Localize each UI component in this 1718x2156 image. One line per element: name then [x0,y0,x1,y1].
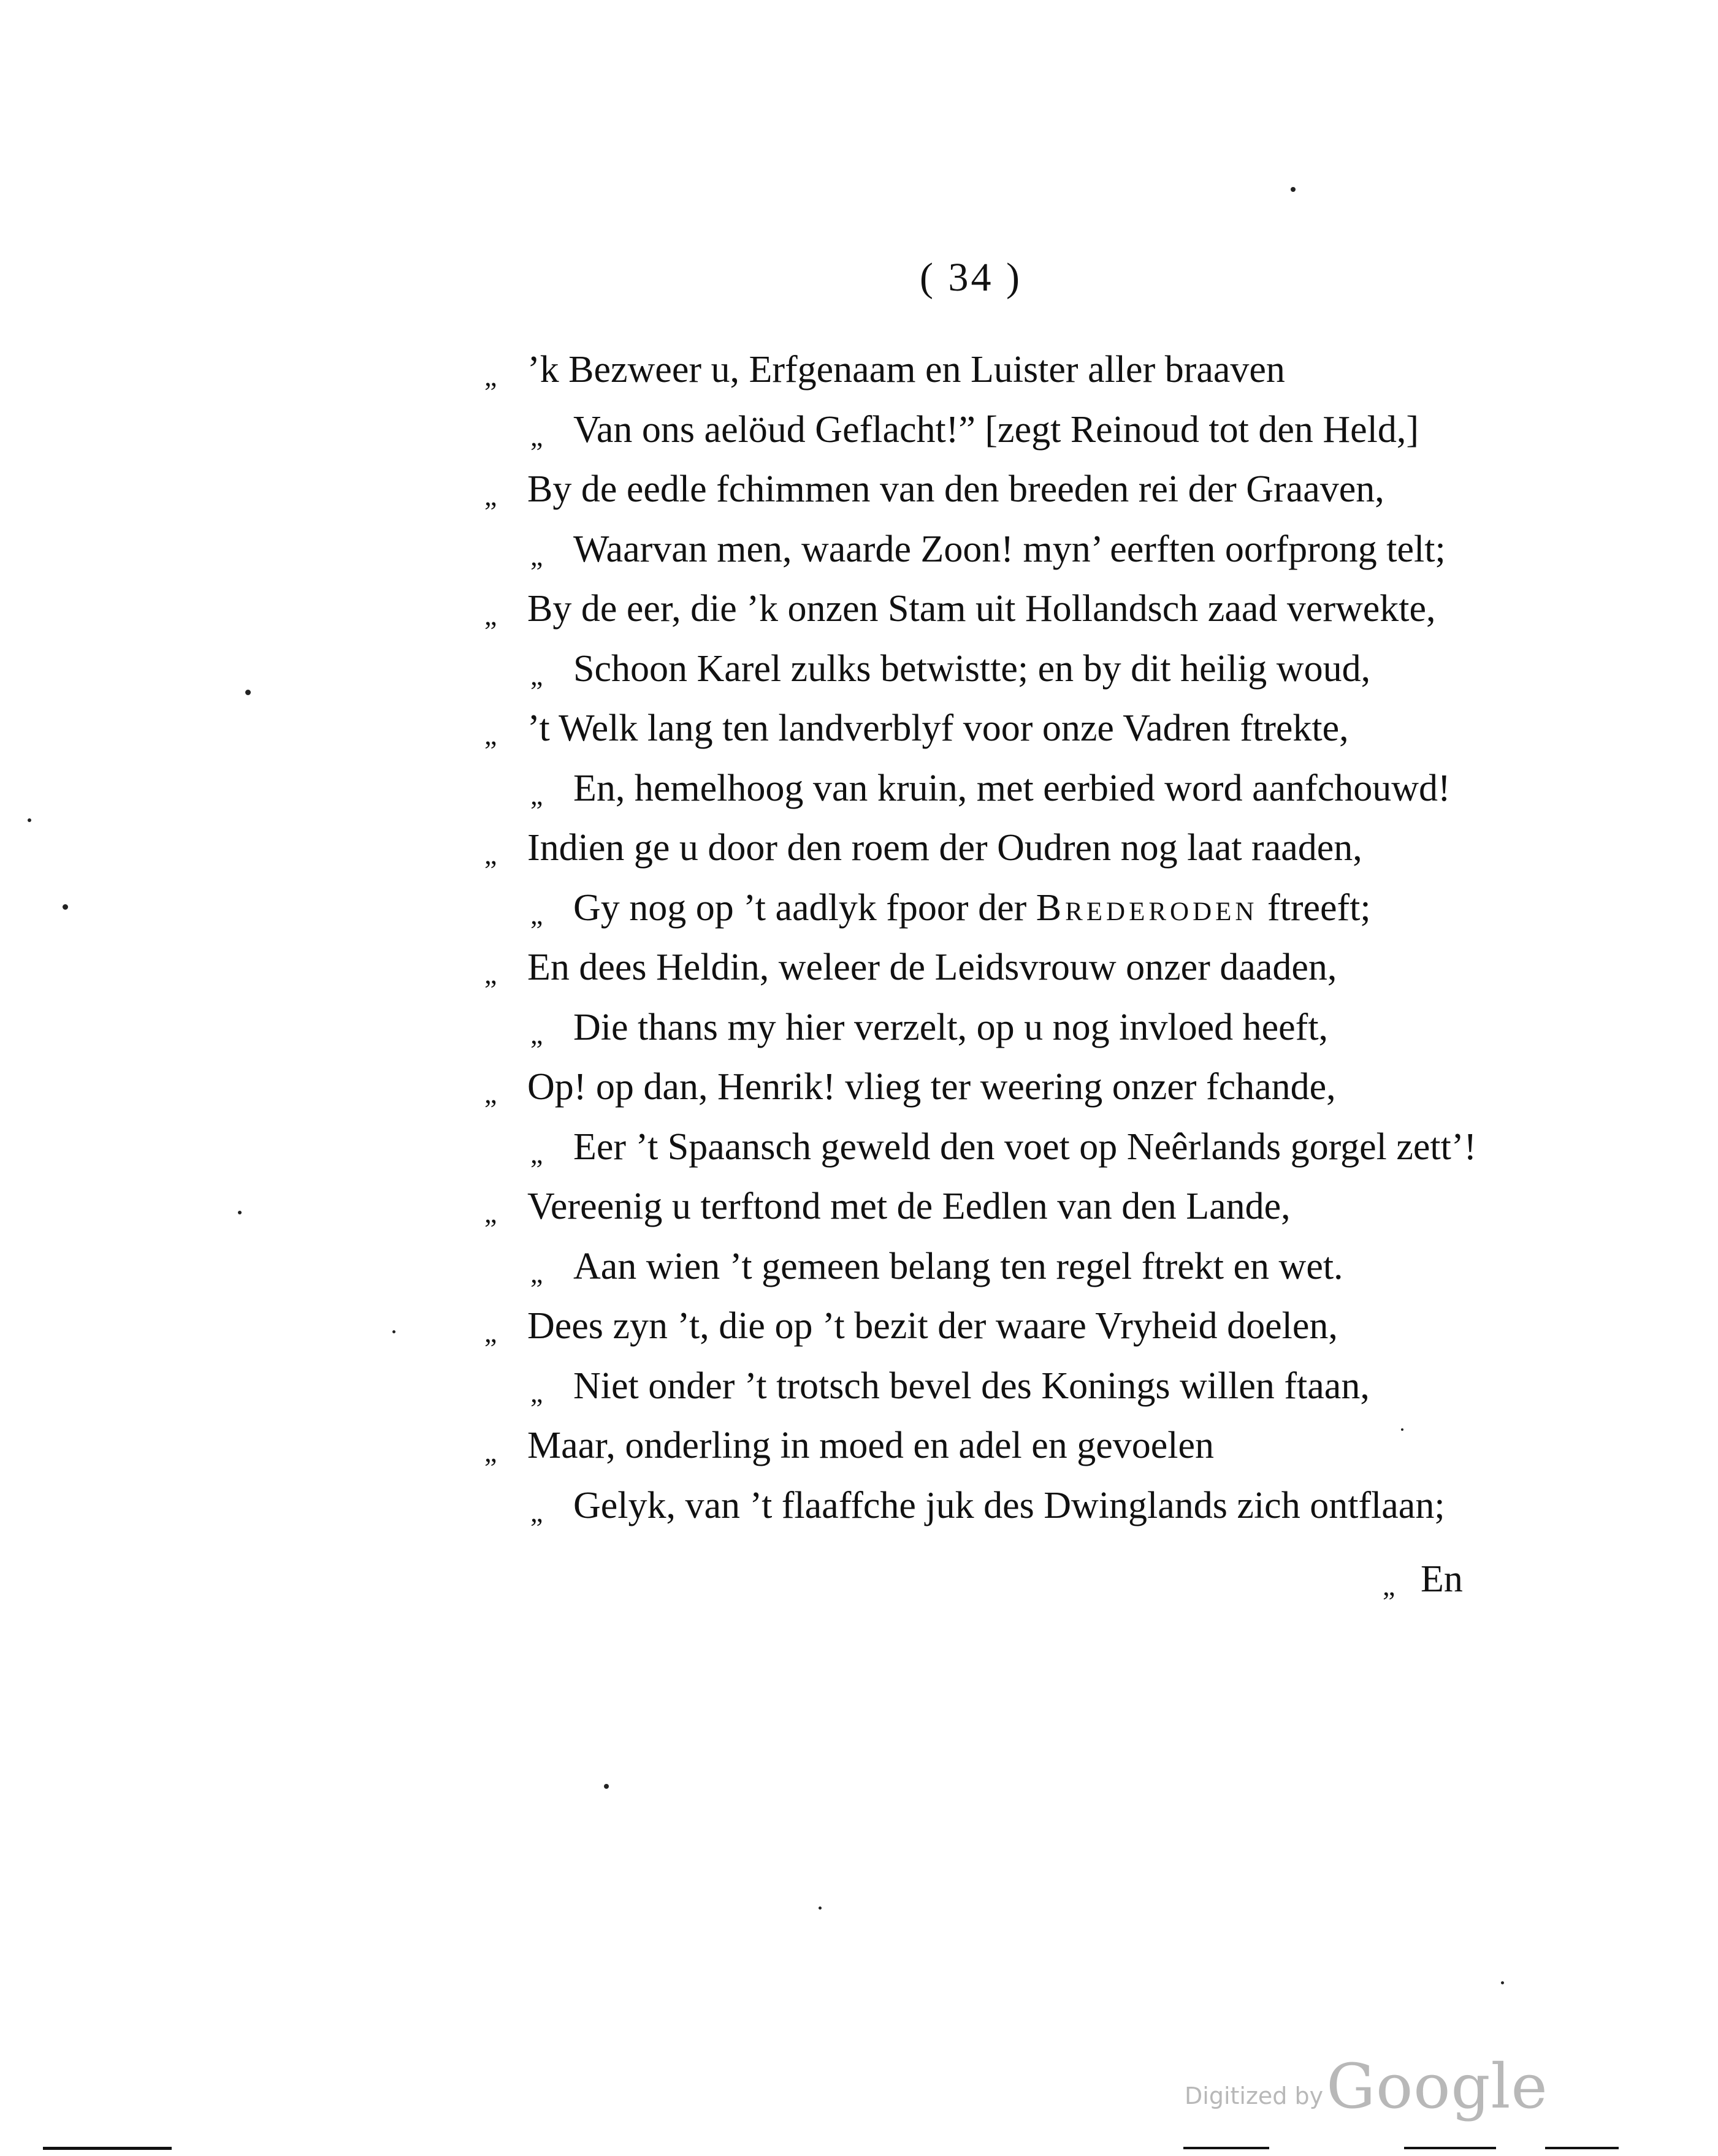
scan-speck [819,1906,822,1910]
verse-line [484,1177,1514,1237]
verse-line [484,400,1514,460]
quote-mark: „ [484,1436,497,1468]
verse-line [484,1237,1514,1297]
verse-text: Vereenig u terftond met de Eedlen van den Lande, [527,1186,1291,1227]
verse-text: Van ons aelöud Geflacht!” [zegt Reinoud tot den Held,] [573,408,1419,451]
quote-mark: „ [484,1317,497,1348]
quote-mark: „ [530,898,543,930]
quote-mark: „ [484,600,497,631]
verse-text: Gelyk, van ’t flaaffche juk des Dwinglands zich ontflaan; [573,1484,1445,1526]
quote-mark: „ [484,360,497,392]
verse-line [484,818,1514,878]
quote-mark: „ [530,1376,543,1408]
verse-line [484,938,1514,998]
quote-mark: „ [530,420,543,452]
quote-mark: „ [530,779,543,810]
quote-mark: „ [484,1197,497,1228]
verse-text: Gy nog op ’t aadlyk fpoor der [573,886,1036,929]
verse-line [484,759,1514,819]
quote-mark: „ [484,719,497,750]
verse-line [484,1357,1514,1417]
scan-edge-mark [1183,2147,1269,2149]
verse-line [484,1416,1514,1476]
quote-mark: „ [530,1137,543,1169]
verse-line [484,1118,1514,1178]
verse-text: Op! op dan, Henrik! vlieg ter weering onzer fchande, [527,1066,1336,1108]
quote-mark: „ [530,1018,543,1049]
verse-line [484,340,1514,400]
quote-mark: „ [484,839,497,870]
quote-mark: „ [484,480,497,511]
scan-speck [1501,1981,1504,1984]
verse-text: By de eer, die ’k onzen Stam uit Hollandsch zaad verwekte, [527,588,1436,630]
verse-block [484,340,1514,1536]
scan-speck [604,1784,609,1789]
verse-line [484,1297,1514,1357]
page-number: ( 34 ) [920,255,1022,300]
quote-mark: „ [484,958,497,989]
scan-edge-mark [1545,2147,1619,2149]
scan-edge-mark [1404,2147,1496,2149]
scan-speck [1291,187,1296,192]
verse-text: By de eedle fchimmen van den breeden rei der Graaven, [527,468,1384,510]
verse-line [484,579,1514,639]
verse-text: ’t Welk lang ten landverblyf voor onze Vadren ftrekte, [527,707,1349,749]
verse-text: Waarvan men, waarde Zoon! myn’ eerften oorfprong telt; [573,528,1446,570]
verse-text: Niet onder ’t trotsch bevel des Konings willen ftaan, [573,1365,1370,1407]
verse-line [484,998,1514,1058]
verse-text: En, hemelhoog van kruin, met eerbied word aanfchouwd! [573,767,1451,809]
verse-line [484,639,1514,699]
catchword [1383,1560,1463,1600]
verse-text: Indien ge u door den roem der Oudren nog laat raaden, [527,827,1362,869]
quote-mark: „ [530,1496,543,1528]
digitized-by-watermark [1185,2051,1548,2122]
verse-text: ’k Bezweer u, Erfgenaam en Luister aller braaven [527,349,1285,390]
scan-speck [63,904,68,910]
verse-line [484,878,1514,939]
verse-line [484,1057,1514,1118]
verse-text: ftreeft; [1258,886,1371,929]
scan-speck [238,1211,242,1214]
verse-text: Die thans my hier verzelt, op u nog invloed heeft, [573,1006,1329,1048]
verse-line [484,699,1514,759]
quote-mark: „ [530,539,543,571]
quote-mark: „ [530,659,543,691]
verse-text: Maar, onderling in moed en adel en gevoelen [527,1425,1214,1466]
scan-speck [28,818,31,822]
verse-line [484,520,1514,580]
quote-mark: „ [1383,1570,1395,1601]
quote-mark: „ [530,1257,543,1289]
verse-smallcaps-name: Brederoden [1036,886,1258,929]
scan-edge-mark [43,2147,172,2150]
verse-text: Schoon Karel zulks betwistte; en by dit heilig woud, [573,647,1371,690]
verse-text: En dees Heldin, weleer de Leidsvrouw onzer daaden, [527,947,1337,988]
quote-mark: „ [484,1078,497,1109]
verse-line [484,1476,1514,1536]
verse-line [484,460,1514,520]
watermark-prefix: Digitized by [1185,2082,1324,2109]
watermark-brand-logo: Google [1326,2051,1548,2122]
scan-speck [1401,1428,1403,1431]
verse-text: Dees zyn ’t, die op ’t bezit der waare Vryheid doelen, [527,1305,1338,1347]
scan-speck [245,690,251,695]
verse-text: Aan wien ’t gemeen belang ten regel ftrekt en wet. [573,1245,1343,1287]
catchword-text: En [1421,1558,1463,1600]
scan-speck [392,1330,395,1333]
verse-text: Eer ’t Spaansch geweld den voet op Neêrlands gorgel zett’! [573,1126,1477,1168]
